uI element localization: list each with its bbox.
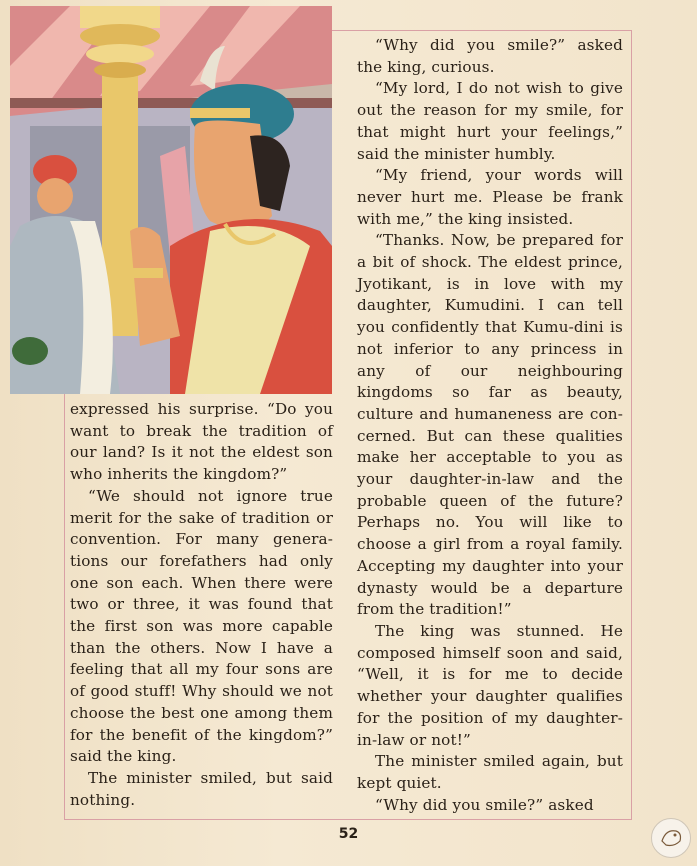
paragraph: “Why did you smile?” asked — [375, 795, 594, 814]
paragraph: The minister smiled again, but kept quiet. — [357, 752, 623, 792]
paragraph: The king was stunned. He composed himself soon and said, “Well, it is for me to decide whether your daughter qualifies for the position of my daughter-in-law or not!” — [357, 621, 623, 749]
paragraph: “My friend, your words will never hurt me. Please be frank with me,” the king insisted. — [357, 166, 623, 228]
right-column — [357, 35, 623, 816]
story-illustration — [10, 6, 332, 394]
left-column — [70, 399, 333, 811]
paragraph: expressed his surprise. “Do you want to break the tradition of our land? Is it not the eldest son who inherits the kingdom?” — [70, 400, 333, 484]
paragraph: “We should not ignore true merit for the sake of tradition or convention. For many genera-tions our forefathers had only one son each. When there were two or three, it was found that the first son was more capable than the others. Now I have a feeling that all my four sons are of good stuff! Why should we not choose the best one among them for the benefit of the kingdom?” said the king. — [70, 486, 333, 766]
paragraph: “Thanks. Now, be prepared for a bit of shock. The eldest prince, Jyotikant, is in love with my daughter, Kumudini. I can tell you confidently that Kumu-dini is not inferior to any princess in any of our neighbouring kingdoms so far as beauty, culture and humaneness are con-cerned. But can these qualities make her acceptable to you as your daughter-in-law and the probable queen of the future? Perhaps no. You will like to choose a girl from a royal family. Accepting my daughter into your dynasty would be a departure from the tradition!” — [357, 231, 623, 619]
logo-icon — [651, 818, 691, 858]
page-number: 52 — [338, 826, 359, 842]
paragraph: “My lord, I do not wish to give out the reason for my smile, for that might hurt your feelings,” said the minister humbly. — [357, 79, 623, 163]
king-and-minister-image — [10, 6, 332, 394]
paragraph: The minister smiled, but said nothing. — [70, 768, 333, 809]
paragraph: “Why did you smile?” asked the king, curious. — [357, 36, 623, 76]
